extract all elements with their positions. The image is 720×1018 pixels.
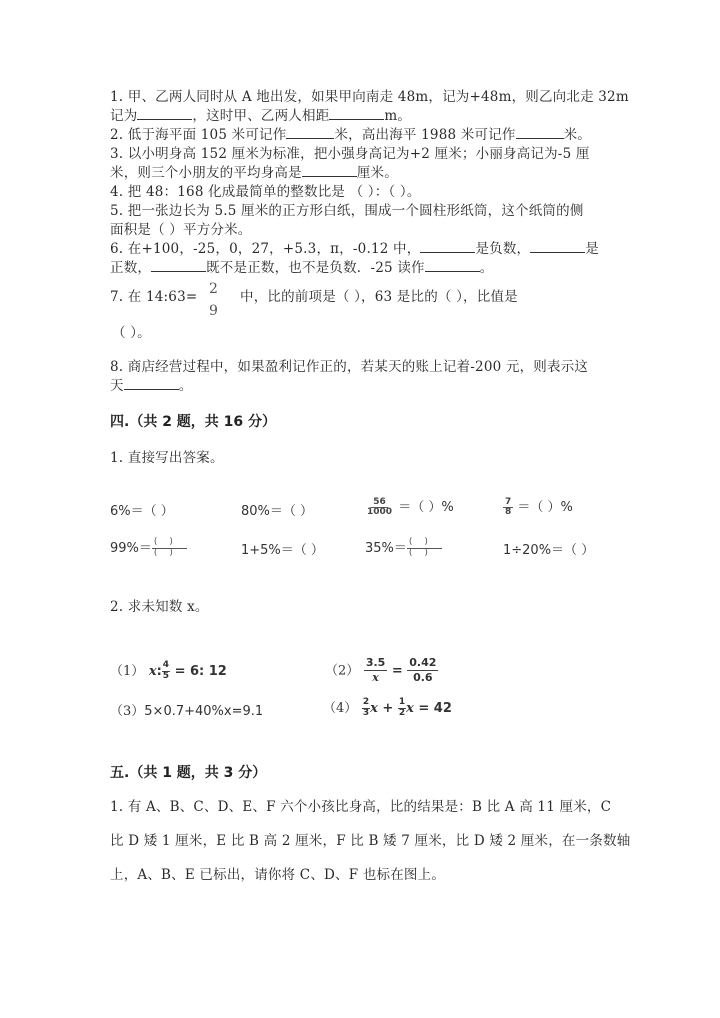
q6-text-b: 是负数，: [475, 241, 531, 257]
q6-blank-1[interactable]: [420, 240, 475, 253]
q8-blank[interactable]: [124, 377, 179, 390]
q8-line2: [110, 377, 192, 396]
q4-line: 4. 把 48：168 化成最简单的整数比是 （ ）：（ ）。: [110, 184, 421, 200]
blank-fraction[interactable]: $\frac{()}{()}$: [408, 537, 440, 558]
q1-blank-2[interactable]: [329, 107, 384, 120]
q6-text-f: 。: [479, 260, 494, 276]
part5-q1-line1: 1. 有 A、B、C、D、E、F 六个小孩比身高，比的结果是：B 比 A 高 11 厘米，C: [110, 799, 612, 815]
calc-35-percent: 35%＝ $\frac{()}{()}$: [365, 537, 440, 558]
q7-suffix: 中，比的前项是（ ），63 是比的（ ），比值是: [240, 289, 518, 305]
q8-line1: 8. 商店经营过程中，如果盈利记作正的，若某天的账上记着-200 元，则表示这: [110, 359, 589, 375]
q1-text-c: m。: [384, 108, 412, 124]
q7-frac-num: 2: [209, 281, 218, 297]
q3-text-a: 米，则三个小朋友的平均身高是: [110, 165, 302, 181]
q3-blank[interactable]: [302, 164, 357, 177]
calc-56-over-1000: $\frac{56}{1000}$ ＝（ ）%: [367, 497, 454, 517]
fraction-2-3: $\frac{2}{3}$: [362, 697, 370, 718]
fraction-0.42-over-0.6: $\frac{0.42}{0.6}$: [409, 656, 437, 685]
q7-line2: （ ）。: [112, 325, 151, 341]
q7-line1: [110, 288, 197, 307]
section-4-heading: 四.（共 2 题，共 16 分）: [110, 414, 277, 430]
q3-line1: 3. 以小明身高 152 厘米为标准，把小强身高记为+2 厘米；小丽身高记为-5 厘: [110, 146, 590, 162]
q6-text-c: 是: [585, 241, 599, 257]
q5-line1: 5. 把一张边长为 5.5 厘米的正方形白纸，围成一个圆柱形纸筒，这个纸筒的侧: [110, 203, 584, 219]
equation-2: （2） $\frac{3.5}{x}$ = $\frac{0.42}{0.6}$: [325, 656, 437, 685]
q8-text-b: 。: [178, 378, 193, 394]
part5-q1-line2: 比 D 矮 1 厘米，E 比 B 高 2 厘米，F 比 B 矮 7 厘米，比 D 矮 2 厘米，在一条数轴: [110, 833, 631, 849]
q5-line2: 面积是（ ）平方分米。: [110, 222, 252, 238]
q6-line1: [110, 240, 599, 259]
q1-line1: 1. 甲、乙两人同时从 A 地出发，如果甲向南走 48m，记为+48m，则乙向北走 32m: [110, 89, 629, 105]
q6-text-a: 6. 在+100，-25，0，27，+5.3，π，-0.12 中，: [110, 241, 421, 257]
q8-text-a: 天: [110, 378, 124, 394]
fraction-1-2: $\frac{1}{2}$: [398, 697, 406, 718]
q6-text-e: 既不是正数，也不是负数．-25 读作: [206, 260, 425, 276]
fraction-56-1000: $\frac{56}{1000}$: [367, 497, 393, 517]
q2-blank-2[interactable]: [516, 126, 564, 139]
calc-6-percent: 6%＝（ ）: [110, 504, 174, 519]
calc-99-percent: 99%＝ $\frac{()}{()}$: [110, 537, 185, 558]
calc-7-over-8: $\frac{7}{8}$ ＝（ ）%: [505, 497, 573, 517]
part5-q1-line3: 上，A、B、E 已标出，请你将 C、D、F 也标在图上。: [110, 867, 446, 883]
q1-blank-1[interactable]: [137, 107, 192, 120]
q6-blank-4[interactable]: [425, 259, 480, 272]
q2-line: [110, 126, 591, 145]
q2-blank-1[interactable]: [286, 126, 334, 139]
equation-4: （4） $\frac{2}{3}$ x + $\frac{1}{2}$ x = 42: [323, 697, 452, 718]
q1-line2: [110, 107, 411, 126]
q1-text-b: ，这时甲、乙两人相距: [192, 108, 330, 124]
part4-q1-title: 1. 直接写出答案。: [110, 450, 224, 466]
equation-3: （3）5×0.7+40%x=9.1: [110, 704, 264, 719]
q2-text-b: 米，高出海平 1988 米可记作: [334, 127, 516, 143]
fraction-3.5-over-x: $\frac{3.5}{x}$: [365, 656, 386, 685]
q3-line2: [110, 164, 398, 183]
section-5-heading: 五.（共 1 题，共 3 分）: [110, 765, 267, 781]
fraction-7-8: $\frac{7}{8}$: [505, 497, 512, 517]
q1-text-a: 记为: [110, 108, 138, 124]
q2-text-c: 米。: [563, 127, 591, 143]
calc-80-percent: 80%＝（ ）: [241, 504, 314, 519]
equation-1: （1） x: $\frac{4}{5}$ = 6: 12: [110, 660, 227, 681]
q6-text-d: 正数，: [110, 260, 152, 276]
calc-1-div-20-percent: 1÷20%＝（ ）: [503, 543, 595, 558]
q6-blank-3[interactable]: [151, 259, 206, 272]
blank-fraction[interactable]: $\frac{()}{()}$: [153, 537, 185, 558]
q6-blank-2[interactable]: [530, 240, 585, 253]
q6-line2: [110, 259, 493, 278]
calc-1-plus-5-percent: 1+5%＝（ ）: [241, 543, 324, 558]
q7-prefix: 7. 在 14:63=: [110, 289, 198, 305]
q7-fraction: [207, 282, 220, 318]
q7-frac-den: 9: [209, 303, 218, 319]
q2-text-a: 2. 低于海平面 105 米可记作: [110, 127, 287, 143]
q3-text-b: 厘米。: [356, 165, 398, 181]
part4-q2-title: 2. 求未知数 x。: [110, 599, 209, 615]
fraction-4-5: $\frac{4}{5}$: [162, 660, 170, 681]
